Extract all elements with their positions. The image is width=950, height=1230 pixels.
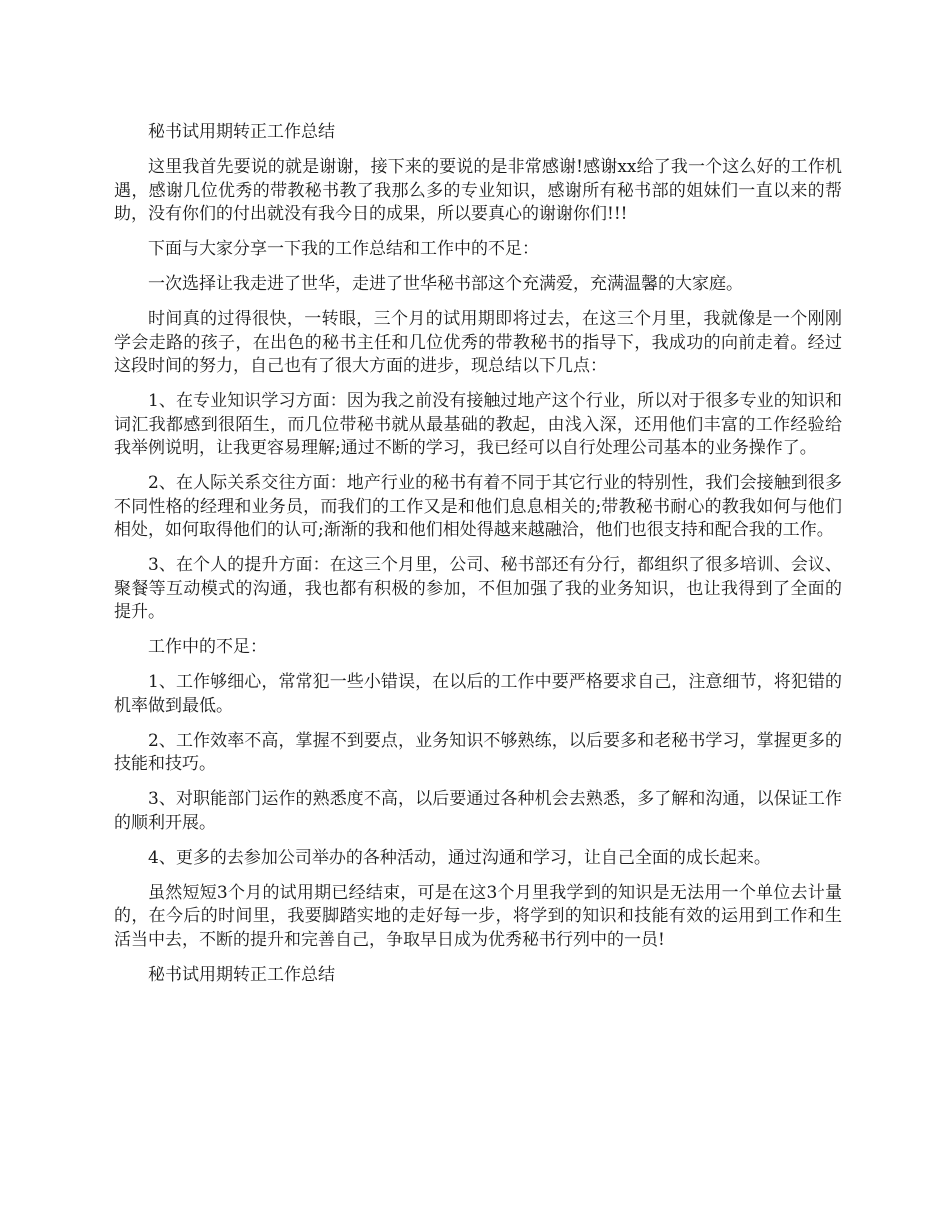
paragraph-conclusion: 虽然短短3个月的试用期已经结束，可是在这3个月里我学到的知识是无法用一个单位去计量的，在今后的时间里，我要脚踏实地的走好每一步，将学到的知识和技能有效的运用到工作和生活当中去，不断的提升和完善自己，争取早日成为优秀秘书行列中的一员! [114,882,842,950]
paragraph-shortcomings-heading: 工作中的不足： [148,637,267,657]
paragraph-point-2: 2、在人际关系交往方面：地产行业的秘书有着不同于其它行业的特别性，我们会接触到很多不同性格的经理和业务员，而我们的工作又是和他们息息相关的;带教秘书耐心的教我如何与他们相处，如何取得他们的认可;渐渐的我和他们相处得越来越融洽，他们也很支持和配合我的工作。 [114,473,842,540]
paragraph-shortcoming-4: 4、更多的去参加公司举办的各种活动，通过沟通和学习，让自己全面的成长起来。 [148,847,771,868]
paragraph-time: 时间真的过得很快，一转眼，三个月的试用期即将过去，在这三个月里，我就像是一个刚刚学会走路的孩子，在出色的秘书主任和几位优秀的带教秘书的指导下，我成功的向前走着。经过这段时间的努力，自己也有了很大方面的进步，现总结以下几点： [114,309,842,376]
paragraph-choice: 一次选择让我走进了世华，走进了世华秘书部这个充满爱，充满温馨的大家庭。 [148,274,743,294]
document-title: 秘书试用期转正工作总结 [148,122,335,142]
paragraph-shortcoming-2: 2、工作效率不高，掌握不到要点，业务知识不够熟练，以后要多和老秘书学习，掌握更多的技能和技巧。 [114,730,842,774]
paragraph-thanks: 这里我首先要说的就是谢谢，接下来的要说的是非常感谢!感谢xx给了我一个这么好的工作机遇，感谢几位优秀的带教秘书教了我那么多的专业知识，感谢所有秘书部的姐妹们一直以来的帮助，没有你们的付出就没有我今日的成果，所以要真心的谢谢你们!!! [114,157,842,224]
closing-title: 秘书试用期转正工作总结 [148,964,335,985]
paragraph-shortcoming-3: 3、对职能部门运作的熟悉度不高，以后要通过各种机会去熟悉，多了解和沟通，以保证工作的顺利开展。 [114,789,842,833]
paragraph-point-3: 3、在个人的提升方面：在这三个月里，公司、秘书部还有分行，都组织了很多培训、会议、聚餐等互动模式的沟通，我也都有积极的参加，不但加强了我的业务知识，也让我得到了全面的提升。 [114,555,842,622]
paragraph-shortcoming-1: 1、工作够细心，常常犯一些小错误，在以后的工作中要严格要求自己，注意细节，将犯错的机率做到最低。 [114,672,842,716]
document-body [114,121,842,999]
paragraph-point-1: 1、在专业知识学习方面：因为我之前没有接触过地产这个行业，所以对于很多专业的知识和词汇我都感到很陌生，而几位带秘书就从最基础的教起，由浅入深，还用他们丰富的工作经验给我举例说明，让我更容易理解;通过不断的学习，我已经可以自行处理公司基本的业务操作了。 [114,391,842,458]
paragraph-intro: 下面与大家分享一下我的工作总结和工作中的不足： [148,239,539,259]
